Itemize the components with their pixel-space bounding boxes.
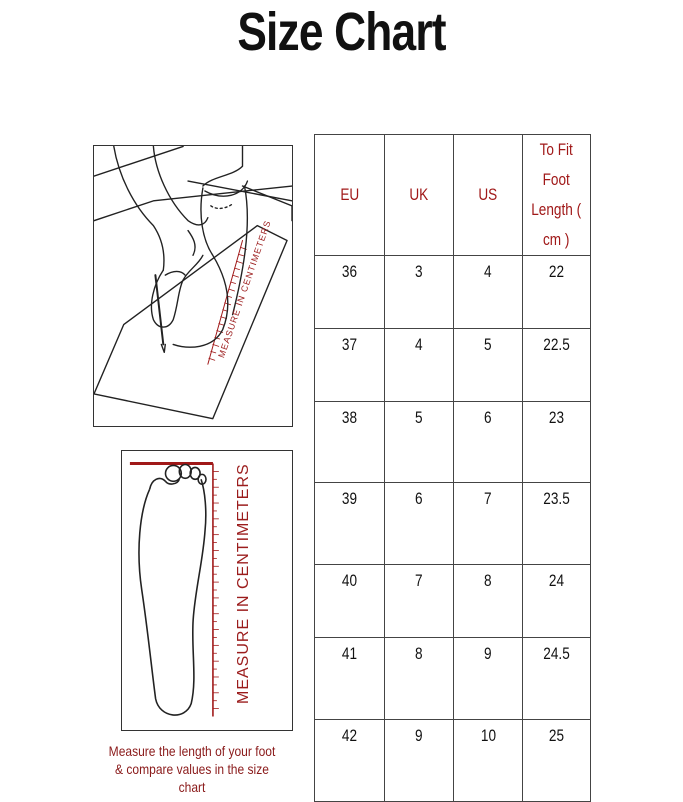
cell-foot-length: 22 [523, 256, 591, 329]
cell-eu: 37 [315, 329, 385, 402]
header-eu: EU [315, 135, 385, 256]
cell-uk: 3 [385, 256, 454, 329]
cell-us: 8 [454, 565, 523, 638]
cell-eu: 38 [315, 402, 385, 483]
hand-and-foot-drawing [94, 146, 292, 426]
cell-us: 9 [454, 638, 523, 720]
cell-eu: 42 [315, 720, 385, 802]
header-us: US [454, 135, 523, 256]
cell-uk: 5 [385, 402, 454, 483]
cell-us: 5 [454, 329, 523, 402]
cell-eu: 36 [315, 256, 385, 329]
foot-outline-drawing [122, 451, 292, 730]
cell-us: 4 [454, 256, 523, 329]
cell-us: 6 [454, 402, 523, 483]
cell-foot-length: 24.5 [523, 638, 591, 720]
table-row [315, 402, 591, 483]
measure-label-top: MEASURE IN CENTIMETERS [216, 218, 273, 360]
caption-line-1: Measure the length of your foot [108, 743, 276, 759]
cell-us: 10 [454, 720, 523, 802]
measure-label-bottom: MEASURE IN CENTIMETERS [235, 463, 252, 704]
table-header-row [315, 135, 591, 256]
ruler-ticks [213, 471, 219, 708]
cell-uk: 4 [385, 329, 454, 402]
foot-measure-illustration [93, 145, 293, 427]
cell-uk: 8 [385, 638, 454, 720]
cell-uk: 7 [385, 565, 454, 638]
cell-eu: 39 [315, 483, 385, 565]
cell-uk: 6 [385, 483, 454, 565]
cell-foot-length: 24 [523, 565, 591, 638]
cell-foot-length: 22.5 [523, 329, 591, 402]
header-foot-length: To Fit Foot Length ( cm ) [523, 135, 591, 256]
cell-foot-length: 25 [523, 720, 591, 802]
cell-foot-length: 23 [523, 402, 591, 483]
table-row [315, 565, 591, 638]
cell-eu: 41 [315, 638, 385, 720]
size-table [314, 134, 591, 802]
caption-line-2: & compare values in the size chart [115, 761, 269, 795]
cell-us: 7 [454, 483, 523, 565]
cell-foot-length: 23.5 [523, 483, 591, 565]
table-row [315, 483, 591, 565]
table-row [315, 720, 591, 802]
cell-eu: 40 [315, 565, 385, 638]
instruction-caption [106, 742, 278, 796]
table-row [315, 256, 591, 329]
table-row [315, 638, 591, 720]
header-uk: UK [385, 135, 454, 256]
table-row [315, 329, 591, 402]
page-title: Size Chart [237, 2, 446, 62]
cell-uk: 9 [385, 720, 454, 802]
foot-outline-illustration [121, 450, 293, 731]
